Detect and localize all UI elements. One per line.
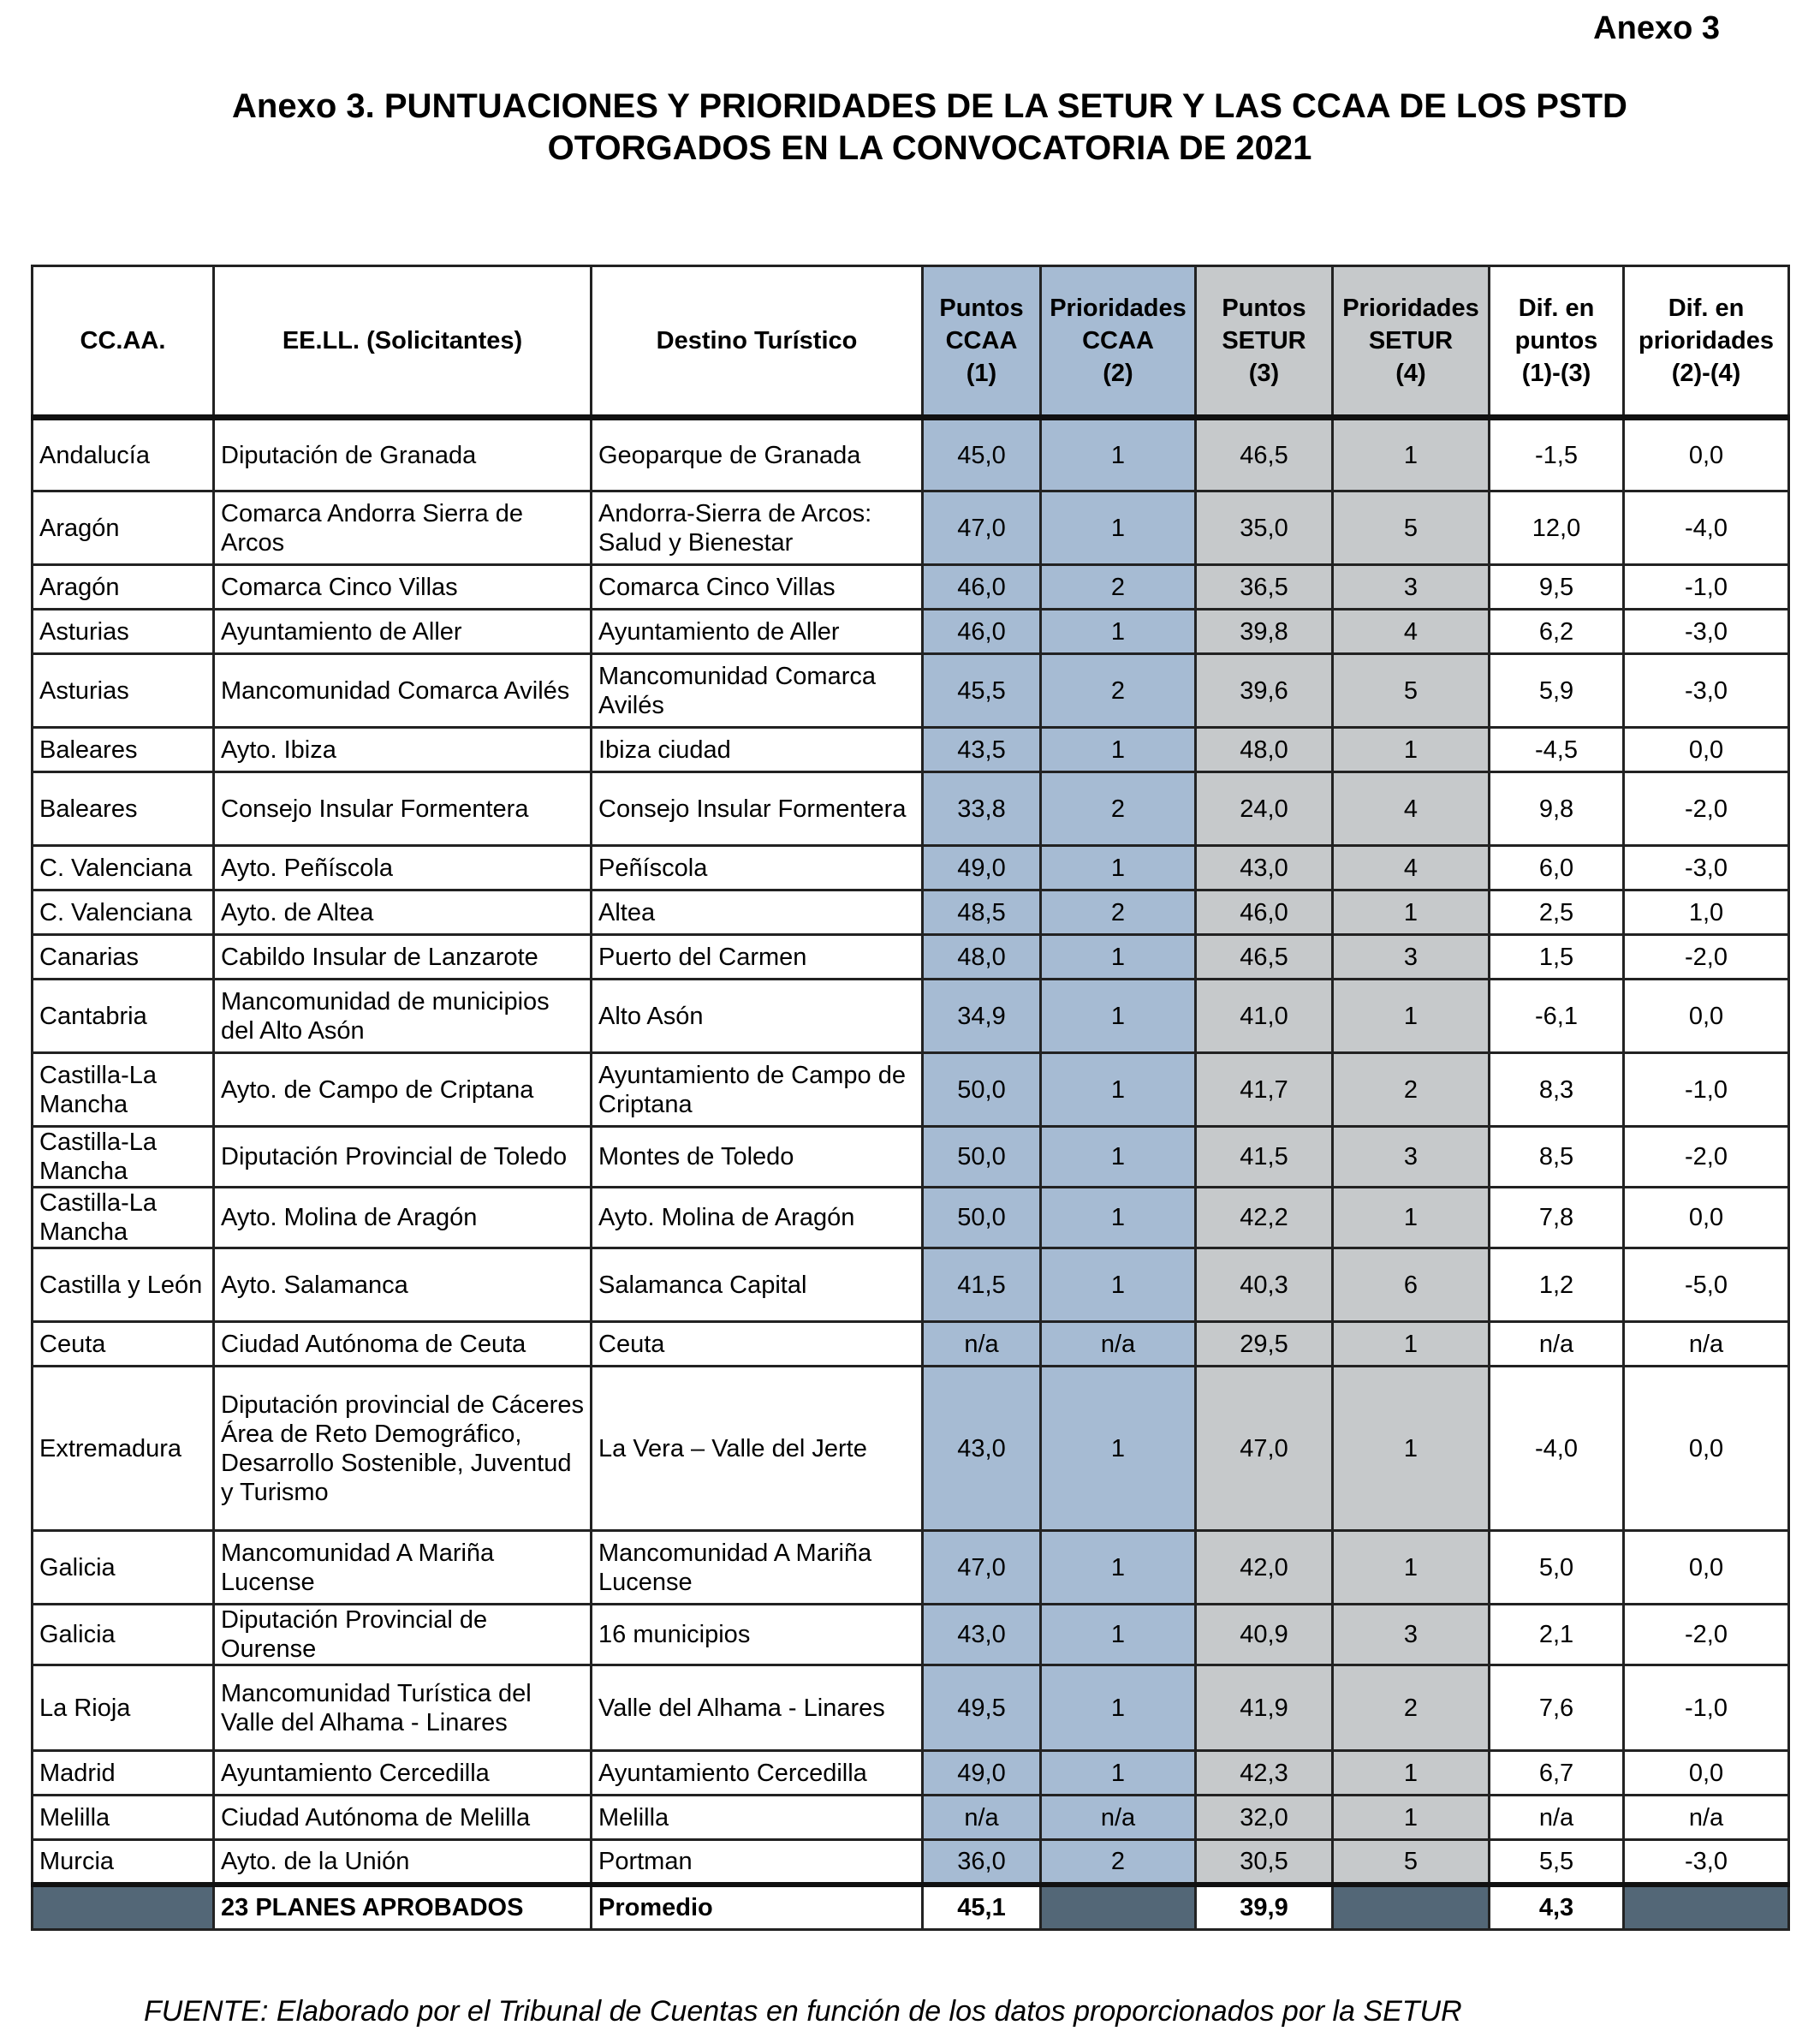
cell-eell: Ayto. Peñíscola: [214, 846, 592, 890]
cell-dif-puntos: 2,1: [1490, 1605, 1624, 1665]
cell-eell: Ayto. Ibiza: [214, 728, 592, 772]
table-row: [33, 935, 1789, 980]
cell-eell: Ciudad Autónoma de Ceuta: [214, 1322, 592, 1367]
cell-ccaa: Asturias: [33, 610, 214, 654]
cell-destino: Ayto. Molina de Aragón: [592, 1188, 923, 1248]
cell-prioridades-ccaa: 1: [1041, 1053, 1196, 1127]
cell-eell: Consejo Insular Formentera: [214, 772, 592, 846]
cell-ccaa: Ceuta: [33, 1322, 214, 1367]
cell-dif-puntos: 9,8: [1490, 772, 1624, 846]
cell-puntos-setur: 41,5: [1196, 1127, 1333, 1188]
cell-puntos-ccaa: 49,5: [923, 1665, 1041, 1751]
table-row: [33, 1840, 1789, 1885]
cell-destino: Montes de Toledo: [592, 1127, 923, 1188]
header-eell: EE.LL. (Solicitantes): [214, 266, 592, 418]
cell-dif-prioridades: -2,0: [1624, 1605, 1789, 1665]
header-puntos-setur: Puntos SETUR (3): [1196, 266, 1333, 418]
cell-prioridades-setur: 2: [1333, 1665, 1490, 1751]
cell-dif-prioridades: 0,0: [1624, 980, 1789, 1053]
cell-puntos-ccaa: 47,0: [923, 1531, 1041, 1605]
cell-destino: Ceuta: [592, 1322, 923, 1367]
cell-destino: Portman: [592, 1840, 923, 1885]
cell-puntos-setur: 43,0: [1196, 846, 1333, 890]
table-row: [33, 491, 1789, 565]
cell-dif-puntos: 12,0: [1490, 491, 1624, 565]
total-promedio-label: Promedio: [592, 1885, 923, 1930]
cell-ccaa: Extremadura: [33, 1367, 214, 1531]
cell-prioridades-ccaa: 1: [1041, 1605, 1196, 1665]
cell-ccaa: Castilla y León: [33, 1248, 214, 1322]
cell-eell: Ayto. Molina de Aragón: [214, 1188, 592, 1248]
cell-destino: Ayuntamiento de Aller: [592, 610, 923, 654]
cell-dif-prioridades: -3,0: [1624, 610, 1789, 654]
cell-puntos-setur: 32,0: [1196, 1796, 1333, 1840]
cell-prioridades-ccaa: 1: [1041, 846, 1196, 890]
cell-dif-prioridades: 0,0: [1624, 418, 1789, 491]
cell-dif-prioridades: -4,0: [1624, 491, 1789, 565]
cell-destino: Consejo Insular Formentera: [592, 772, 923, 846]
cell-dif-prioridades: -1,0: [1624, 565, 1789, 610]
cell-prioridades-setur: 3: [1333, 1127, 1490, 1188]
cell-eell: Ayto. Salamanca: [214, 1248, 592, 1322]
cell-destino: Ayuntamiento de Campo de Criptana: [592, 1053, 923, 1127]
cell-dif-prioridades: -2,0: [1624, 772, 1789, 846]
cell-ccaa: La Rioja: [33, 1665, 214, 1751]
cell-prioridades-ccaa: 1: [1041, 1188, 1196, 1248]
cell-dif-puntos: n/a: [1490, 1796, 1624, 1840]
table-row: [33, 654, 1789, 728]
cell-dif-puntos: -4,5: [1490, 728, 1624, 772]
cell-puntos-setur: 41,9: [1196, 1665, 1333, 1751]
cell-eell: Ayto. de Altea: [214, 890, 592, 935]
cell-dif-puntos: -6,1: [1490, 980, 1624, 1053]
cell-eell: Ayto. de la Unión: [214, 1840, 592, 1885]
cell-dif-prioridades: 0,0: [1624, 1751, 1789, 1796]
cell-puntos-setur: 41,7: [1196, 1053, 1333, 1127]
cell-puntos-setur: 42,3: [1196, 1751, 1333, 1796]
cell-puntos-setur: 42,2: [1196, 1188, 1333, 1248]
cell-eell: Ciudad Autónoma de Melilla: [214, 1796, 592, 1840]
cell-puntos-setur: 46,5: [1196, 418, 1333, 491]
cell-destino: Melilla: [592, 1796, 923, 1840]
cell-prioridades-setur: 1: [1333, 1367, 1490, 1531]
cell-puntos-ccaa: 43,0: [923, 1367, 1041, 1531]
cell-prioridades-ccaa: 2: [1041, 654, 1196, 728]
annex-tag: Anexo 3: [1593, 10, 1720, 46]
total-puntos-ccaa: 45,1: [923, 1885, 1041, 1930]
cell-prioridades-setur: 3: [1333, 565, 1490, 610]
cell-puntos-setur: 24,0: [1196, 772, 1333, 846]
cell-prioridades-ccaa: 1: [1041, 1248, 1196, 1322]
cell-dif-prioridades: -1,0: [1624, 1053, 1789, 1127]
cell-prioridades-ccaa: 1: [1041, 980, 1196, 1053]
cell-destino: Ibiza ciudad: [592, 728, 923, 772]
header-row: [33, 266, 1789, 418]
cell-puntos-ccaa: 49,0: [923, 1751, 1041, 1796]
table-row: [33, 1605, 1789, 1665]
cell-ccaa: Galicia: [33, 1531, 214, 1605]
cell-ccaa: Aragón: [33, 491, 214, 565]
cell-prioridades-setur: 1: [1333, 1322, 1490, 1367]
cell-puntos-ccaa: 50,0: [923, 1127, 1041, 1188]
title-line-2: OTORGADOS EN LA CONVOCATORIA DE 2021: [547, 129, 1312, 167]
cell-prioridades-ccaa: 1: [1041, 728, 1196, 772]
cell-prioridades-setur: 1: [1333, 418, 1490, 491]
total-empty-cell: [1624, 1885, 1789, 1930]
cell-ccaa: Castilla-La Mancha: [33, 1188, 214, 1248]
cell-prioridades-ccaa: 2: [1041, 772, 1196, 846]
table-row: [33, 1531, 1789, 1605]
cell-dif-prioridades: -3,0: [1624, 654, 1789, 728]
cell-puntos-ccaa: 45,0: [923, 418, 1041, 491]
cell-puntos-ccaa: 43,0: [923, 1605, 1041, 1665]
cell-puntos-ccaa: 33,8: [923, 772, 1041, 846]
cell-dif-puntos: 1,5: [1490, 935, 1624, 980]
cell-destino: Peñíscola: [592, 846, 923, 890]
cell-prioridades-setur: 1: [1333, 1531, 1490, 1605]
cell-eell: Comarca Cinco Villas: [214, 565, 592, 610]
table-row: [33, 1796, 1789, 1840]
cell-dif-puntos: 8,5: [1490, 1127, 1624, 1188]
cell-prioridades-ccaa: 1: [1041, 1531, 1196, 1605]
table-row: [33, 1127, 1789, 1188]
cell-prioridades-setur: 1: [1333, 728, 1490, 772]
cell-eell: Mancomunidad de municipios del Alto Asón: [214, 980, 592, 1053]
cell-eell: Ayuntamiento Cercedilla: [214, 1751, 592, 1796]
cell-prioridades-setur: 3: [1333, 935, 1490, 980]
cell-ccaa: Galicia: [33, 1605, 214, 1665]
total-row: [33, 1885, 1789, 1930]
cell-destino: Puerto del Carmen: [592, 935, 923, 980]
cell-prioridades-setur: 1: [1333, 1188, 1490, 1248]
cell-puntos-setur: 30,5: [1196, 1840, 1333, 1885]
cell-ccaa: Castilla-La Mancha: [33, 1127, 214, 1188]
cell-ccaa: Baleares: [33, 772, 214, 846]
total-label: 23 PLANES APROBADOS: [214, 1885, 592, 1930]
cell-destino: Alto Asón: [592, 980, 923, 1053]
cell-dif-prioridades: -2,0: [1624, 1127, 1789, 1188]
cell-prioridades-ccaa: n/a: [1041, 1322, 1196, 1367]
cell-ccaa: Melilla: [33, 1796, 214, 1840]
header-dif-prioridades: Dif. en prioridades (2)-(4): [1624, 266, 1789, 418]
cell-dif-puntos: 5,9: [1490, 654, 1624, 728]
cell-puntos-setur: 35,0: [1196, 491, 1333, 565]
cell-dif-prioridades: n/a: [1624, 1322, 1789, 1367]
cell-puntos-ccaa: 50,0: [923, 1053, 1041, 1127]
cell-prioridades-setur: 4: [1333, 846, 1490, 890]
cell-dif-puntos: 5,5: [1490, 1840, 1624, 1885]
cell-dif-puntos: 7,8: [1490, 1188, 1624, 1248]
cell-destino: Mancomunidad Comarca Avilés: [592, 654, 923, 728]
cell-dif-prioridades: -2,0: [1624, 935, 1789, 980]
cell-prioridades-setur: 2: [1333, 1053, 1490, 1127]
cell-prioridades-setur: 4: [1333, 772, 1490, 846]
cell-ccaa: Andalucía: [33, 418, 214, 491]
cell-dif-puntos: 7,6: [1490, 1665, 1624, 1751]
cell-destino: Ayuntamiento Cercedilla: [592, 1751, 923, 1796]
table-row: [33, 1248, 1789, 1322]
cell-destino: La Vera – Valle del Jerte: [592, 1367, 923, 1531]
cell-prioridades-ccaa: 1: [1041, 610, 1196, 654]
cell-ccaa: C. Valenciana: [33, 846, 214, 890]
table-row: [33, 610, 1789, 654]
cell-prioridades-setur: 1: [1333, 1751, 1490, 1796]
cell-puntos-ccaa: 48,0: [923, 935, 1041, 980]
table-row: [33, 728, 1789, 772]
cell-puntos-ccaa: 34,9: [923, 980, 1041, 1053]
cell-destino: Valle del Alhama - Linares: [592, 1665, 923, 1751]
cell-dif-puntos: 9,5: [1490, 565, 1624, 610]
cell-eell: Comarca Andorra Sierra de Arcos: [214, 491, 592, 565]
cell-ccaa: Madrid: [33, 1751, 214, 1796]
cell-prioridades-ccaa: 1: [1041, 1367, 1196, 1531]
table-row: [33, 1188, 1789, 1248]
cell-dif-puntos: 6,2: [1490, 610, 1624, 654]
cell-dif-prioridades: 0,0: [1624, 1367, 1789, 1531]
header-puntos-ccaa: Puntos CCAA (1): [923, 266, 1041, 418]
total-puntos-setur: 39,9: [1196, 1885, 1333, 1930]
table-row: [33, 846, 1789, 890]
cell-puntos-ccaa: 46,0: [923, 610, 1041, 654]
cell-puntos-setur: 48,0: [1196, 728, 1333, 772]
cell-puntos-ccaa: 50,0: [923, 1188, 1041, 1248]
table-row: [33, 418, 1789, 491]
cell-destino: Geoparque de Granada: [592, 418, 923, 491]
table-body: [33, 418, 1789, 1885]
cell-destino: Mancomunidad A Mariña Lucense: [592, 1531, 923, 1605]
cell-prioridades-ccaa: 1: [1041, 1751, 1196, 1796]
cell-dif-puntos: 6,0: [1490, 846, 1624, 890]
cell-puntos-setur: 39,8: [1196, 610, 1333, 654]
header-prioridades-setur: Prioridades SETUR (4): [1333, 266, 1490, 418]
cell-dif-prioridades: 0,0: [1624, 1188, 1789, 1248]
cell-dif-prioridades: n/a: [1624, 1796, 1789, 1840]
cell-puntos-setur: 36,5: [1196, 565, 1333, 610]
cell-prioridades-ccaa: 2: [1041, 565, 1196, 610]
cell-dif-prioridades: -3,0: [1624, 1840, 1789, 1885]
cell-puntos-setur: 40,3: [1196, 1248, 1333, 1322]
cell-eell: Cabildo Insular de Lanzarote: [214, 935, 592, 980]
cell-dif-puntos: 1,2: [1490, 1248, 1624, 1322]
table-row: [33, 890, 1789, 935]
cell-prioridades-ccaa: 1: [1041, 418, 1196, 491]
header-destino: Destino Turístico: [592, 266, 923, 418]
cell-ccaa: Canarias: [33, 935, 214, 980]
table-row: [33, 1665, 1789, 1751]
cell-prioridades-ccaa: 2: [1041, 1840, 1196, 1885]
table-row: [33, 1367, 1789, 1531]
cell-dif-prioridades: -1,0: [1624, 1665, 1789, 1751]
cell-puntos-setur: 47,0: [1196, 1367, 1333, 1531]
cell-puntos-ccaa: 47,0: [923, 491, 1041, 565]
table-row: [33, 980, 1789, 1053]
table-row: [33, 1751, 1789, 1796]
cell-prioridades-setur: 1: [1333, 890, 1490, 935]
cell-prioridades-setur: 4: [1333, 610, 1490, 654]
cell-dif-prioridades: 0,0: [1624, 1531, 1789, 1605]
table-row: [33, 1322, 1789, 1367]
cell-eell: Ayuntamiento de Aller: [214, 610, 592, 654]
cell-destino: 16 municipios: [592, 1605, 923, 1665]
table-row: [33, 565, 1789, 610]
cell-prioridades-ccaa: 1: [1041, 491, 1196, 565]
cell-ccaa: Murcia: [33, 1840, 214, 1885]
page-title: [0, 86, 1820, 170]
table-row: [33, 1053, 1789, 1127]
cell-dif-prioridades: 1,0: [1624, 890, 1789, 935]
cell-prioridades-setur: 6: [1333, 1248, 1490, 1322]
cell-prioridades-setur: 5: [1333, 491, 1490, 565]
cell-eell: Mancomunidad Comarca Avilés: [214, 654, 592, 728]
cell-ccaa: Castilla-La Mancha: [33, 1053, 214, 1127]
header-prioridades-ccaa: Prioridades CCAA (2): [1041, 266, 1196, 418]
cell-prioridades-setur: 1: [1333, 1796, 1490, 1840]
cell-eell: Diputación Provincial de Ourense: [214, 1605, 592, 1665]
cell-eell: Mancomunidad Turística del Valle del Alhama - Linares: [214, 1665, 592, 1751]
cell-puntos-ccaa: 49,0: [923, 846, 1041, 890]
cell-puntos-setur: 29,5: [1196, 1322, 1333, 1367]
cell-eell: Ayto. de Campo de Criptana: [214, 1053, 592, 1127]
cell-dif-puntos: n/a: [1490, 1322, 1624, 1367]
table-row: [33, 772, 1789, 846]
cell-puntos-ccaa: n/a: [923, 1796, 1041, 1840]
cell-destino: Altea: [592, 890, 923, 935]
cell-ccaa: Cantabria: [33, 980, 214, 1053]
cell-puntos-ccaa: 36,0: [923, 1840, 1041, 1885]
cell-puntos-setur: 40,9: [1196, 1605, 1333, 1665]
cell-prioridades-setur: 5: [1333, 654, 1490, 728]
cell-puntos-setur: 41,0: [1196, 980, 1333, 1053]
cell-prioridades-ccaa: 1: [1041, 935, 1196, 980]
cell-puntos-ccaa: 48,5: [923, 890, 1041, 935]
cell-dif-puntos: 6,7: [1490, 1751, 1624, 1796]
cell-dif-puntos: 8,3: [1490, 1053, 1624, 1127]
cell-prioridades-setur: 1: [1333, 980, 1490, 1053]
cell-dif-puntos: -1,5: [1490, 418, 1624, 491]
cell-prioridades-setur: 5: [1333, 1840, 1490, 1885]
cell-puntos-ccaa: 45,5: [923, 654, 1041, 728]
cell-prioridades-ccaa: 2: [1041, 890, 1196, 935]
source-note: FUENTE: Elaborado por el Tribunal de Cuentas en función de los datos proporcionados por la SETUR: [144, 1995, 1462, 2028]
cell-destino: Andorra-Sierra de Arcos: Salud y Bienestar: [592, 491, 923, 565]
cell-eell: Diputación de Granada: [214, 418, 592, 491]
total-empty-cell: [1041, 1885, 1196, 1930]
cell-destino: Comarca Cinco Villas: [592, 565, 923, 610]
cell-dif-prioridades: 0,0: [1624, 728, 1789, 772]
cell-puntos-ccaa: 41,5: [923, 1248, 1041, 1322]
cell-ccaa: C. Valenciana: [33, 890, 214, 935]
total-empty-cell: [1333, 1885, 1490, 1930]
cell-prioridades-setur: 3: [1333, 1605, 1490, 1665]
cell-puntos-setur: 46,5: [1196, 935, 1333, 980]
cell-eell: Mancomunidad A Mariña Lucense: [214, 1531, 592, 1605]
cell-eell: Diputación Provincial de Toledo: [214, 1127, 592, 1188]
cell-dif-prioridades: -3,0: [1624, 846, 1789, 890]
total-empty-cell: [33, 1885, 214, 1930]
scores-table: [31, 265, 1790, 1931]
cell-prioridades-ccaa: 1: [1041, 1665, 1196, 1751]
cell-dif-puntos: 2,5: [1490, 890, 1624, 935]
cell-prioridades-ccaa: n/a: [1041, 1796, 1196, 1840]
title-line-1: Anexo 3. PUNTUACIONES Y PRIORIDADES DE LA SETUR Y LAS CCAA DE LOS PSTD: [232, 87, 1627, 125]
cell-dif-puntos: 5,0: [1490, 1531, 1624, 1605]
cell-ccaa: Asturias: [33, 654, 214, 728]
cell-ccaa: Aragón: [33, 565, 214, 610]
cell-puntos-ccaa: 46,0: [923, 565, 1041, 610]
cell-puntos-setur: 39,6: [1196, 654, 1333, 728]
cell-puntos-ccaa: 43,5: [923, 728, 1041, 772]
cell-prioridades-ccaa: 1: [1041, 1127, 1196, 1188]
cell-dif-puntos: -4,0: [1490, 1367, 1624, 1531]
cell-ccaa: Baleares: [33, 728, 214, 772]
cell-eell: Diputación provincial de Cáceres Área de Reto Demográfico, Desarrollo Sostenible, Juventud y Turismo: [214, 1367, 592, 1531]
header-dif-puntos: Dif. en puntos (1)-(3): [1490, 266, 1624, 418]
cell-dif-prioridades: -5,0: [1624, 1248, 1789, 1322]
cell-puntos-setur: 46,0: [1196, 890, 1333, 935]
total-dif-puntos: 4,3: [1490, 1885, 1624, 1930]
cell-destino: Salamanca Capital: [592, 1248, 923, 1322]
cell-puntos-ccaa: n/a: [923, 1322, 1041, 1367]
header-ccaa: CC.AA.: [33, 266, 214, 418]
cell-puntos-setur: 42,0: [1196, 1531, 1333, 1605]
